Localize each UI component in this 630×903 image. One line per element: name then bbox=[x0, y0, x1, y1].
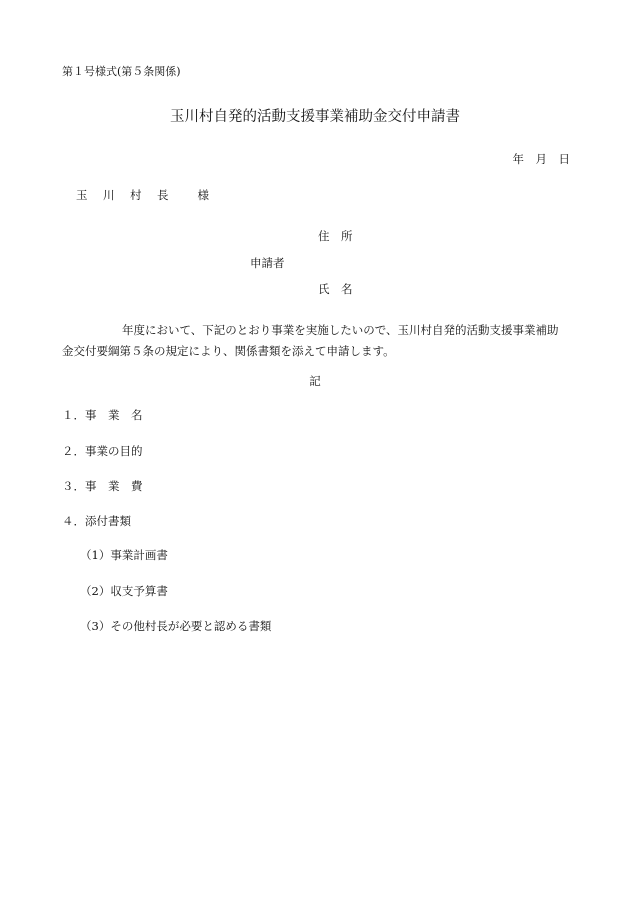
item-business-purpose: ２．事業の目的 bbox=[62, 444, 143, 458]
item-attachments: ４．添付書類 bbox=[62, 514, 131, 528]
item-business-cost: ３．事 業 費 bbox=[62, 479, 143, 493]
attachment-business-plan: （1）事業計画書 bbox=[80, 548, 168, 562]
name-label: 氏 名 bbox=[318, 282, 353, 296]
address-label: 住 所 bbox=[318, 229, 353, 243]
attachment-budget: （2）収支予算書 bbox=[80, 584, 168, 598]
ki-heading: 記 bbox=[309, 374, 321, 388]
form-number: 第１号様式(第５条関係) bbox=[62, 65, 181, 78]
body-paragraph: 年度において、下記のとおり事業を実施したいので、玉川村自発的活動支援事業補助金交付要綱第５条の規定により、関係書類を添えて申請します。 bbox=[62, 323, 559, 358]
attachment-other: （3）その他村長が必要と認める書類 bbox=[80, 619, 272, 633]
date-line: 年 月 日 bbox=[512, 152, 570, 166]
applicant-label: 申請者 bbox=[250, 256, 285, 270]
addressee: 玉 川 村 長 様 bbox=[76, 188, 211, 202]
document-title: 玉川村自発的活動支援事業補助金交付申請書 bbox=[170, 109, 460, 125]
item-business-name: １．事 業 名 bbox=[62, 408, 143, 422]
